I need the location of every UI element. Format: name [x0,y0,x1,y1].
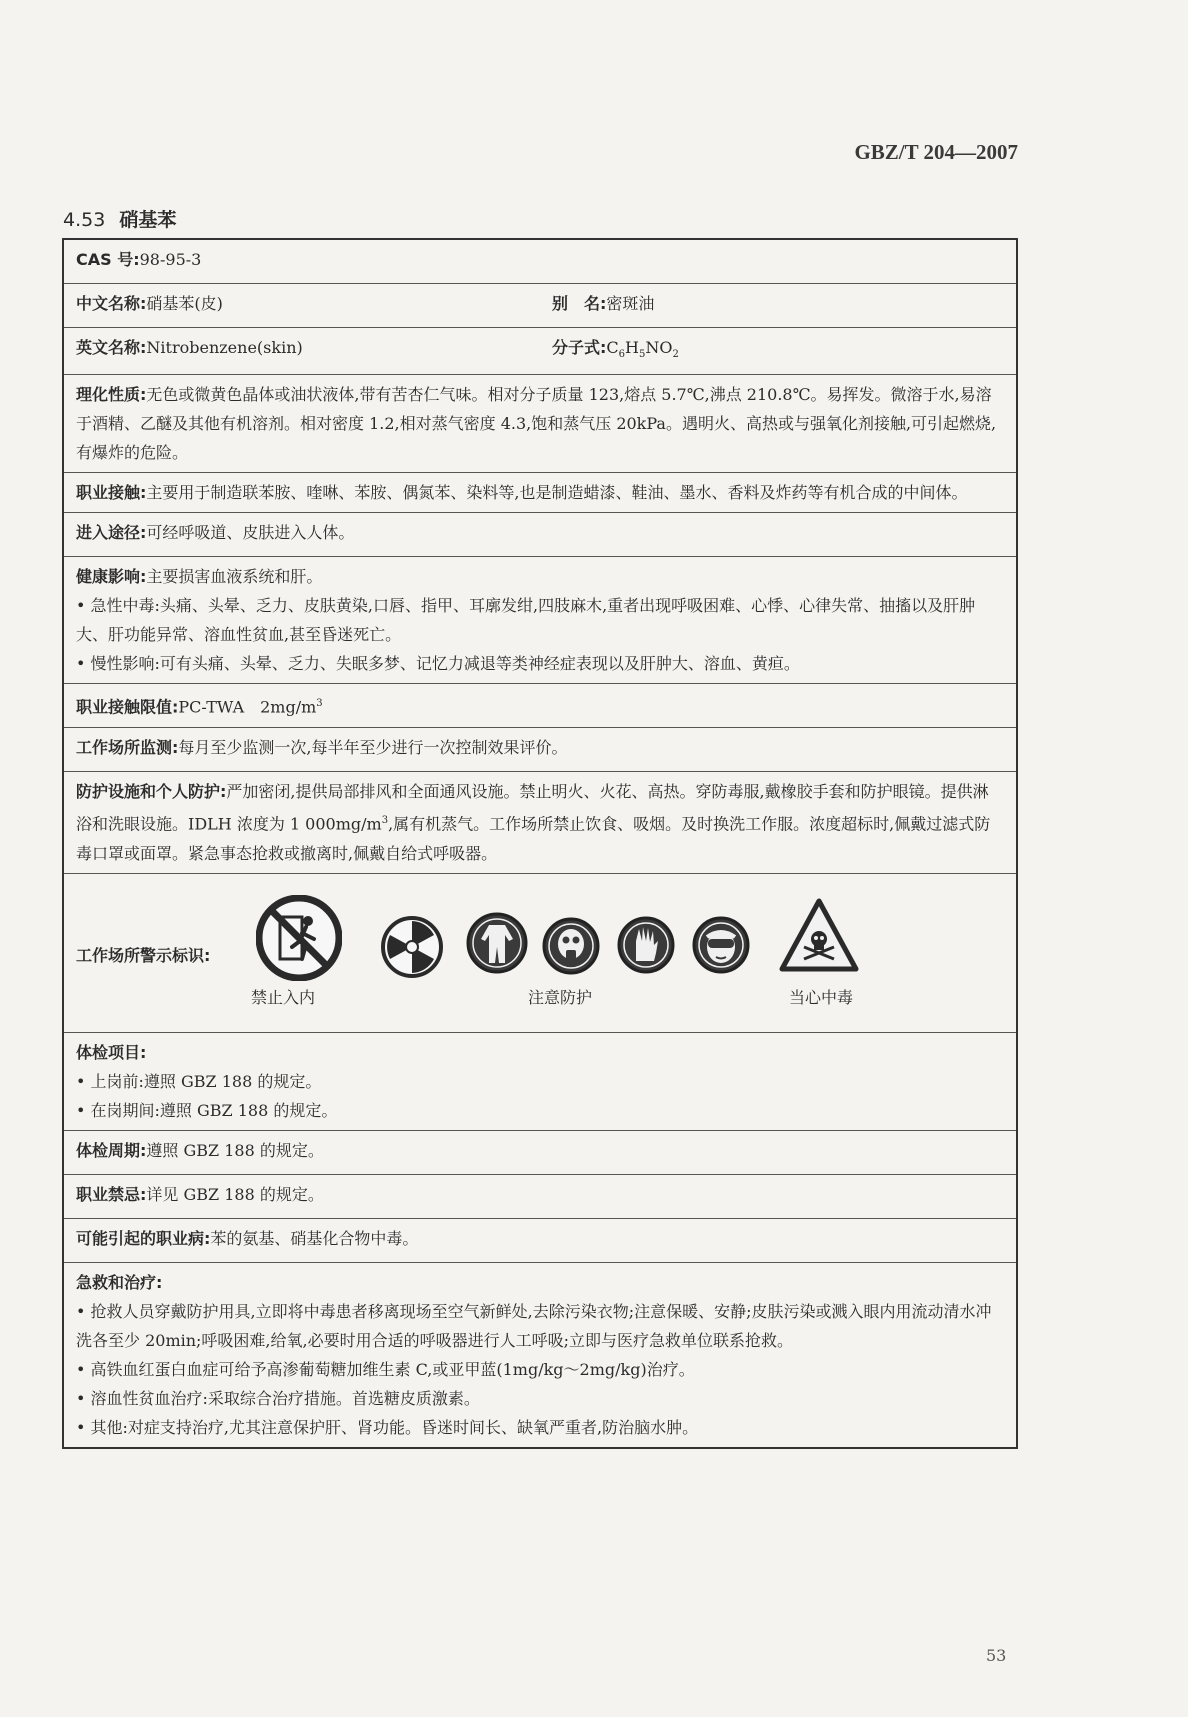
page-number: 53 [986,1646,1007,1665]
physchem-value: 无色或微黄色晶体或油状液体,带有苦杏仁气味。相对分子质量 123,熔点 5.7℃,沸点 210.8℃。易挥发。微溶于水,易溶于酒精、乙醚及其他有机溶剂。相对密度 1.2,相对蒸气密度 4.3,饱和蒸气压 20kPa。遇明火、高热或与强氧化剂接触,可引起燃烧,有爆炸的危险。 [76,385,997,463]
protective-clothing-sign-icon [465,911,529,975]
cas-row [63,239,1017,284]
monitor-row [63,728,1017,772]
cn-name-value: 硝基苯(皮) [146,294,223,313]
ventilation-sign-icon [380,915,444,979]
section-number: 4.53 [63,209,106,231]
limit-label: 职业接触限值: [76,697,179,717]
protect-label: 防护设施和个人防护: [76,782,227,802]
protect-value-a: 严加密闭,提供局部排风和全面通风设施。禁止明火、火花、高热。穿防毒服,戴橡胶手套和防护眼镜。提供淋浴和洗眼设施。IDLH 浓度为 1 000mg/m [76,782,989,834]
route-label: 进入途径: [76,523,147,543]
health-row [63,557,1017,684]
exam-items-label: 体检项目: [76,1042,147,1062]
exam-items-row [63,1032,1017,1130]
exam-period-value: 遵照 GBZ 188 的规定。 [146,1140,324,1160]
disease-row [63,1218,1017,1262]
monitor-label: 工作场所监测: [76,738,179,758]
limit-unit-exponent: 3 [316,698,323,710]
sign-caption-no-entry: 禁止入内 [251,987,316,1007]
en-name-value: Nitrobenzene(skin) [146,338,303,357]
exam-period-row [63,1130,1017,1174]
health-label: 健康影响: [76,567,147,587]
firstaid-item: • 高铁血红蛋白血症可给予高渗葡萄糖加维生素 C,或亚甲蓝(1mg/kg～2mg/kg)治疗。 [76,1355,1004,1384]
contra-value: 详见 GBZ 188 的规定。 [146,1184,324,1204]
firstaid-item: • 抢救人员穿戴防护用具,立即将中毒患者移离现场至空气新鲜处,去除污染衣物;注意保暖、安静;皮肤污染或溅入眼内用流动清水冲洗各至少 20min;呼吸困难,给氧,必要时用合适的呼吸器进行人工呼吸;立即与医疗急救单位联系抢救。 [76,1297,1004,1355]
health-item-acute: • 急性中毒:头痛、头晕、乏力、皮肤黄染,口唇、指甲、耳廓发绀,四肢麻木,重者出现呼吸困难、心悸、心律失常、抽搐以及肝肿大、肝功能异常、溶血性贫血,甚至昏迷死亡。 [76,591,1004,649]
protect-row [63,772,1017,873]
exposure-value: 主要用于制造联苯胺、喹啉、苯胺、偶氮苯、染料等,也是制造蜡漆、鞋油、墨水、香料及炸药等有机合成的中间体。 [146,483,968,503]
route-value: 可经呼吸道、皮肤进入人体。 [146,523,355,543]
health-item-chronic: • 慢性影响:可有头痛、头晕、乏力、失眠多梦、记忆力减退等类神经症表现以及肝肿大、溶血、黄疸。 [76,649,1004,678]
protect-value-b: ,属有机蒸气。工作场所禁止饮食、吸烟。及时换洗工作服。浓度超标时,佩戴过滤式防毒口罩或面罩。紧急事态抢救或撤离时,佩戴自给式呼吸器。 [76,814,991,863]
section-name: 硝基苯 [119,209,177,231]
gloves-sign-icon [616,915,676,975]
sign-caption-protection: 注意防护 [528,987,593,1007]
exam-item: • 上岗前:遵照 GBZ 188 的规定。 [76,1067,1004,1096]
physchem-row [63,375,1017,473]
contra-row [63,1174,1017,1218]
disease-value: 苯的氨基、硝基化合物中毒。 [210,1228,419,1248]
disease-label: 可能引起的职业病: [76,1228,211,1248]
health-value: 主要损害血液系统和肝。 [146,567,323,587]
physchem-label: 理化性质: [76,385,147,405]
signs-row [63,873,1017,1032]
firstaid-label: 急救和治疗: [76,1272,163,1292]
formula-value: $C_6H_5NO_2$ [606,338,679,361]
cn-name-label: 中文名称: [76,294,147,313]
route-row [63,513,1017,557]
formula-label: 分子式: [552,338,607,357]
limit-value: PC-TWA 2mg/m [178,697,317,717]
monitor-value: 每月至少监测一次,每半年至少进行一次控制效果评价。 [178,738,568,758]
alias-value: 密斑油 [606,294,655,313]
cas-value: 98-95-3 [139,250,202,269]
no-entry-sign-icon [256,895,342,981]
chemical-info-card [62,238,1018,1449]
firstaid-row [63,1262,1017,1448]
alias-label: 别 名: [552,294,607,313]
en-name-row [63,328,1017,375]
protect-unit-exponent: 3 [381,815,389,827]
toxic-warning-sign-icon [778,897,860,975]
signs-label: 工作场所警示标识: [76,945,211,965]
standard-code: GBZ/T 204—2007 [854,140,1018,164]
en-name-label: 英文名称: [76,338,147,357]
firstaid-item: • 溶血性贫血治疗:采取综合治疗措施。首选糖皮质激素。 [76,1384,1004,1413]
exposure-label: 职业接触: [76,483,147,503]
exam-item: • 在岗期间:遵照 GBZ 188 的规定。 [76,1096,1004,1125]
section-title [63,205,176,232]
sign-caption-toxic: 当心中毒 [789,987,854,1007]
contra-label: 职业禁忌: [76,1184,147,1204]
firstaid-item: • 其他:对症支持治疗,尤其注意保护肝、肾功能。昏迷时间长、缺氧严重者,防治脑水肿。 [76,1413,1004,1442]
gas-mask-sign-icon [541,916,601,976]
exam-period-label: 体检周期: [76,1140,147,1160]
goggles-sign-icon [691,915,751,975]
cas-label: CAS 号: [76,250,140,269]
name-row [63,284,1017,328]
exposure-row [63,473,1017,513]
limit-row [63,684,1017,728]
